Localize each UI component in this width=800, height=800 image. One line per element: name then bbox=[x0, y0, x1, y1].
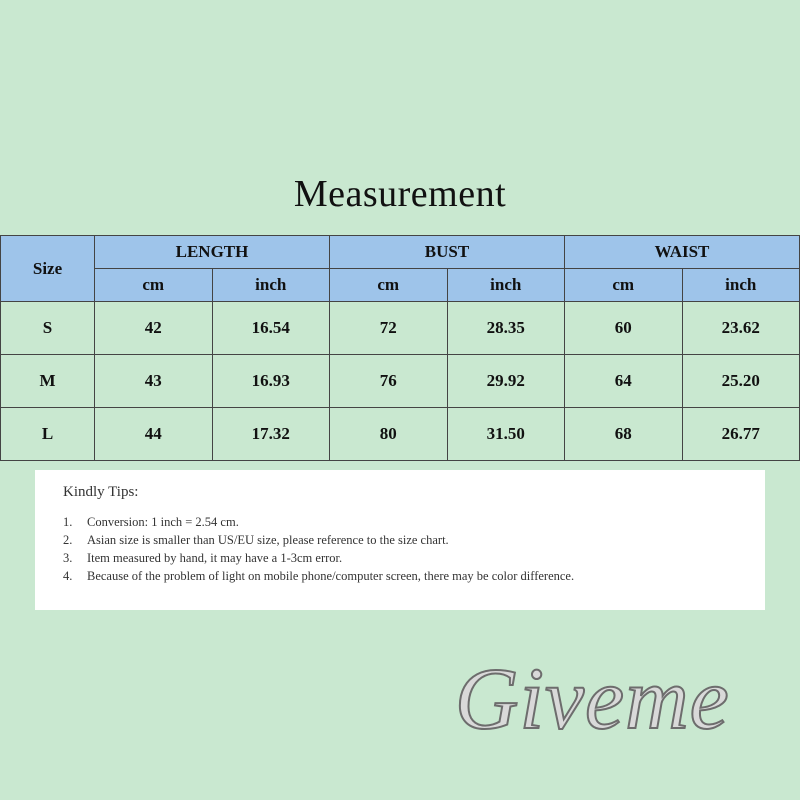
list-item bbox=[63, 567, 737, 585]
bust-group-header: BUST bbox=[330, 236, 565, 269]
table-cell: 16.93 bbox=[212, 355, 330, 408]
size-column-header: Size bbox=[1, 236, 95, 302]
size-cell: L bbox=[1, 408, 95, 461]
table-cell: 72 bbox=[330, 302, 448, 355]
tip-number: 3. bbox=[63, 551, 73, 565]
unit-header: cm bbox=[565, 269, 683, 302]
brand-logo bbox=[455, 650, 775, 750]
tip-number: 4. bbox=[63, 569, 73, 583]
list-item bbox=[63, 513, 737, 531]
table-cell: 68 bbox=[565, 408, 683, 461]
list-item bbox=[63, 549, 737, 567]
table-cell: 43 bbox=[95, 355, 213, 408]
table-cell: 80 bbox=[330, 408, 448, 461]
table-cell: 23.62 bbox=[682, 302, 800, 355]
table-cell: 44 bbox=[95, 408, 213, 461]
tip-text: Conversion: 1 inch = 2.54 cm. bbox=[87, 515, 239, 529]
table-cell: 17.32 bbox=[212, 408, 330, 461]
tips-list bbox=[63, 513, 737, 585]
unit-header: inch bbox=[212, 269, 330, 302]
waist-group-header: WAIST bbox=[565, 236, 800, 269]
size-cell: S bbox=[1, 302, 95, 355]
table-cell: 76 bbox=[330, 355, 448, 408]
tip-text: Item measured by hand, it may have a 1-3cm error. bbox=[87, 551, 343, 565]
size-cell: M bbox=[1, 355, 95, 408]
list-item bbox=[63, 531, 737, 549]
tip-number: 2. bbox=[63, 533, 73, 547]
tip-text: Because of the problem of light on mobile phone/computer screen, there may be color difference. bbox=[87, 569, 575, 583]
table-cell: 29.92 bbox=[447, 355, 565, 408]
table-cell: 28.35 bbox=[447, 302, 565, 355]
table-header-row bbox=[1, 236, 800, 269]
unit-header: cm bbox=[330, 269, 448, 302]
table-cell: 60 bbox=[565, 302, 683, 355]
table-cell: 25.20 bbox=[682, 355, 800, 408]
table-row bbox=[1, 408, 800, 461]
table-unit-row bbox=[1, 269, 800, 302]
tip-number: 1. bbox=[63, 515, 73, 529]
tips-box bbox=[35, 470, 765, 610]
page-title: Measurement bbox=[293, 173, 507, 215]
tips-title: Kindly Tips: bbox=[63, 484, 139, 500]
unit-header: cm bbox=[95, 269, 213, 302]
table-row bbox=[1, 302, 800, 355]
table-cell: 16.54 bbox=[212, 302, 330, 355]
unit-header: inch bbox=[682, 269, 800, 302]
length-group-header: LENGTH bbox=[95, 236, 330, 269]
brand-logo-text: Giveme bbox=[455, 651, 730, 748]
tip-text: Asian size is smaller than US/EU size, please reference to the size chart. bbox=[87, 533, 449, 547]
table-cell: 31.50 bbox=[447, 408, 565, 461]
table-cell: 64 bbox=[565, 355, 683, 408]
unit-header: inch bbox=[447, 269, 565, 302]
table-row bbox=[1, 355, 800, 408]
size-chart-table bbox=[0, 235, 800, 461]
table-cell: 26.77 bbox=[682, 408, 800, 461]
table-cell: 42 bbox=[95, 302, 213, 355]
